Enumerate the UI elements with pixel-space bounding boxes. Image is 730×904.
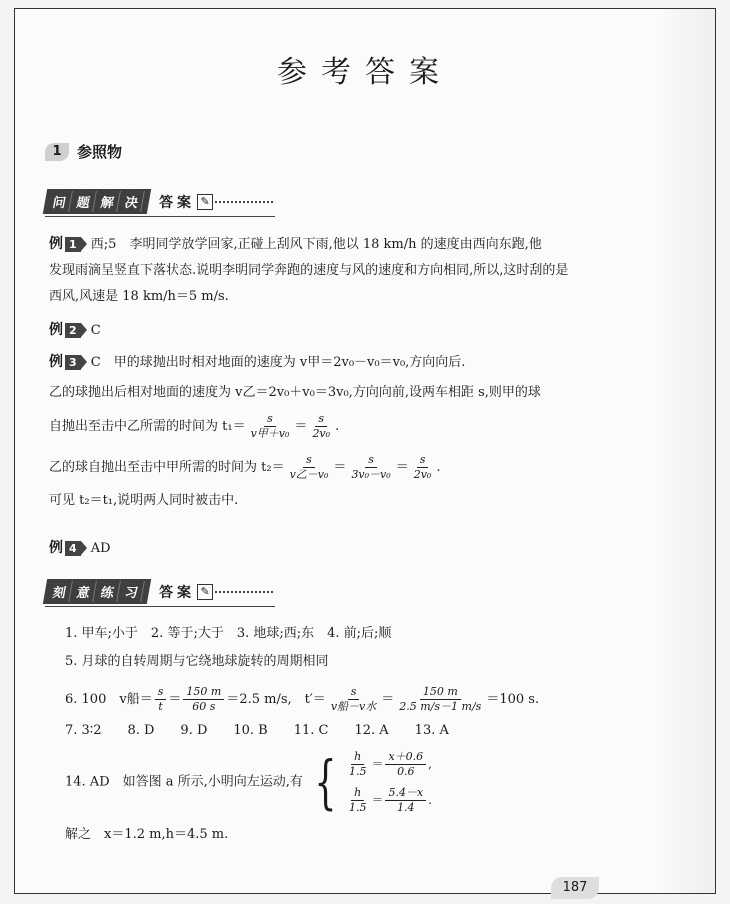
section-banner-problem-solving xyxy=(45,189,275,214)
fraction-denominator: 0.6 xyxy=(397,764,415,778)
page-number: 187 xyxy=(551,877,599,899)
banner-dash-line xyxy=(215,591,275,593)
section-banner-practice xyxy=(45,579,275,604)
example-tag xyxy=(49,231,81,257)
fraction xyxy=(385,786,426,815)
page-title: 参考答案 xyxy=(277,55,453,90)
example-tag-char: 例 xyxy=(49,236,63,252)
fraction-denominator: 1.4 xyxy=(397,800,415,814)
example-2 xyxy=(49,317,101,344)
example-tag xyxy=(49,317,81,343)
pen-icon: ✎ xyxy=(197,194,213,210)
example-tag-char: 例 xyxy=(49,322,63,338)
banner-label: 答案 xyxy=(159,194,196,211)
fraction-denominator: 60 s xyxy=(192,700,216,713)
example-1-line-3: 西风,风速是 18 km/h＝5 m/s. xyxy=(49,289,229,304)
banner-boxes xyxy=(43,189,151,214)
page xyxy=(14,8,716,894)
fraction-numerator: 5.4－x xyxy=(385,786,426,801)
fraction-denominator: v甲＋v₀ xyxy=(250,427,290,440)
chapter-name: 参照物 xyxy=(77,143,123,161)
fraction-numerator: x＋0.6 xyxy=(385,750,426,765)
example-1 xyxy=(49,231,689,310)
fraction-numerator: h xyxy=(351,786,364,801)
fraction xyxy=(328,685,379,714)
example-3 xyxy=(49,349,699,514)
fraction-denominator: v乙－v₀ xyxy=(289,468,329,481)
banner-dash-line xyxy=(215,201,275,203)
practice-6-text: ＝2.5 m/s, t′＝ xyxy=(226,692,326,707)
fraction xyxy=(155,685,167,714)
banner-underline xyxy=(45,216,275,217)
equation-row: $\frac{h}{1.5}$ ＝ $\frac{5.4-x}{1.4}$ . xyxy=(344,782,432,818)
banner-char: 解 xyxy=(95,191,121,212)
fraction-numerator: s xyxy=(365,453,377,468)
example-number-badge: 4 xyxy=(65,541,81,556)
fraction-denominator: 3v₀－v₀ xyxy=(351,468,391,481)
equals-sign: ＝ xyxy=(168,692,182,707)
example-3-line-4: 乙的球自抛出至击中甲所需的时间为 t₂＝ $\frac{s}{\text{v乙－v₀}}$ ＝ $\frac{s}{\text{3v₀－v₀}}$ ＝ $\frac{s}{\text{2v₀}}$ . xyxy=(49,453,441,481)
example-1-line-1: 西;5 李明同学放学回家,正碰上刮风下雨,他以 18 km/h 的速度由西向东跑,他 xyxy=(90,237,542,252)
fraction-numerator: s xyxy=(348,685,360,700)
banner-char: 意 xyxy=(71,581,97,602)
solution-line: 解之 x＝1.2 m,h＝4.5 m. xyxy=(65,827,229,842)
banner-boxes xyxy=(43,579,151,604)
example-3-line-2: 乙的球抛出后相对地面的速度为 v乙＝2v₀＋v₀＝3v₀,方向向前,设两车相距 s,则甲的球 xyxy=(49,385,541,400)
example-3-line-5: 可见 t₂＝t₁,说明两人同时被击中. xyxy=(49,493,239,508)
banner-char: 决 xyxy=(119,191,145,212)
banner-underline xyxy=(45,606,275,607)
example-1-line-2: 发现雨滴呈竖直下落状态.说明李明同学奔跑的速度与风的速度和方向相同,所以,这时刮的是 xyxy=(49,263,569,278)
fraction-denominator: v船－v水 xyxy=(330,700,377,713)
fraction-numerator: s xyxy=(417,453,429,468)
practice-5: 5. 月球的自转周期与它绕地球旋转的周期相同 xyxy=(65,654,329,669)
banner-char: 习 xyxy=(119,581,145,602)
fraction xyxy=(385,750,426,779)
banner-char: 题 xyxy=(71,191,97,212)
example-4 xyxy=(49,535,111,562)
equals-sign: ＝ xyxy=(381,692,395,707)
example-number-badge: 3 xyxy=(65,355,81,370)
pen-icon: ✎ xyxy=(197,584,213,600)
fraction xyxy=(346,786,370,815)
equation-row: $\frac{h}{1.5}$ ＝ $\frac{x+0.6}{0.6}$ , xyxy=(344,746,432,782)
fraction-denominator: 2.5 m/s－1 m/s xyxy=(399,700,482,713)
example-2-answer: C xyxy=(90,323,101,338)
banner-label: 答案 xyxy=(159,584,196,601)
chapter-heading xyxy=(45,141,122,162)
equation-rows xyxy=(344,746,432,818)
example-3-line-3: 自抛出至击中乙所需的时间为 t₁＝ $\frac{s}{\text{v甲＋v₀}}$ ＝ $\frac{s}{\text{2v₀}}$ . xyxy=(49,412,340,440)
fraction-denominator: 2v₀ xyxy=(413,468,432,481)
example-tag-char: 例 xyxy=(49,354,63,370)
practice-6-text: ＝100 s. xyxy=(486,692,540,707)
practice-14 xyxy=(65,746,695,818)
practice-1-4: 1. 甲车;小于 2. 等于;大于 3. 地球;西;东 4. 前;后;顺 xyxy=(65,626,392,641)
fraction-numerator: 150 m xyxy=(420,685,461,700)
example-number-badge: 2 xyxy=(65,323,81,338)
fraction xyxy=(348,453,393,482)
example-number-badge: 1 xyxy=(65,237,81,252)
practice-6-text: 6. 100 v船＝ xyxy=(65,692,153,707)
practice-answers xyxy=(65,621,695,848)
fraction xyxy=(346,750,370,779)
practice-6 xyxy=(65,685,695,714)
fraction-denominator: 1.5 xyxy=(348,800,367,814)
equation-system xyxy=(307,746,432,818)
example-tag-char: 例 xyxy=(49,540,63,556)
example-3-line-3-text: 自抛出至击中乙所需的时间为 t₁＝ xyxy=(49,419,246,434)
practice-14-text: 14. AD 如答图 a 所示,小明向左运动,有 xyxy=(65,774,303,790)
fraction xyxy=(183,685,224,714)
practice-7-13: 7. 3∶2 8. D 9. D 10. B 11. C 12. A 13. A xyxy=(65,723,449,738)
fraction xyxy=(411,453,435,482)
banner-char: 练 xyxy=(95,581,121,602)
fraction-numerator: h xyxy=(351,750,364,765)
example-3-line-4-text: 乙的球自抛出至击中甲所需的时间为 t₂＝ xyxy=(49,460,285,475)
example-tag xyxy=(49,535,81,561)
brace: { xyxy=(314,748,337,816)
example-3-line-1: C 甲的球抛出时相对地面的速度为 v甲＝2v₀－v₀＝v₀,方向向后. xyxy=(90,355,466,370)
fraction-numerator: 150 m xyxy=(183,685,224,700)
fraction-denominator: 2v₀ xyxy=(312,427,331,440)
fraction-denominator: 1.5 xyxy=(348,764,367,778)
fraction-numerator: s xyxy=(264,412,276,427)
example-tag xyxy=(49,349,81,375)
fraction-numerator: s xyxy=(155,685,167,700)
fraction xyxy=(309,412,333,441)
fraction-numerator: s xyxy=(303,453,315,468)
chapter-number: 1 xyxy=(45,143,69,161)
fraction-denominator: t xyxy=(158,700,163,713)
banner-char: 问 xyxy=(47,191,73,212)
banner-char: 刻 xyxy=(47,581,73,602)
fraction xyxy=(287,453,332,482)
fraction xyxy=(396,685,484,714)
fraction-numerator: s xyxy=(315,412,327,427)
fraction xyxy=(248,412,293,441)
example-4-answer: AD xyxy=(90,541,111,556)
